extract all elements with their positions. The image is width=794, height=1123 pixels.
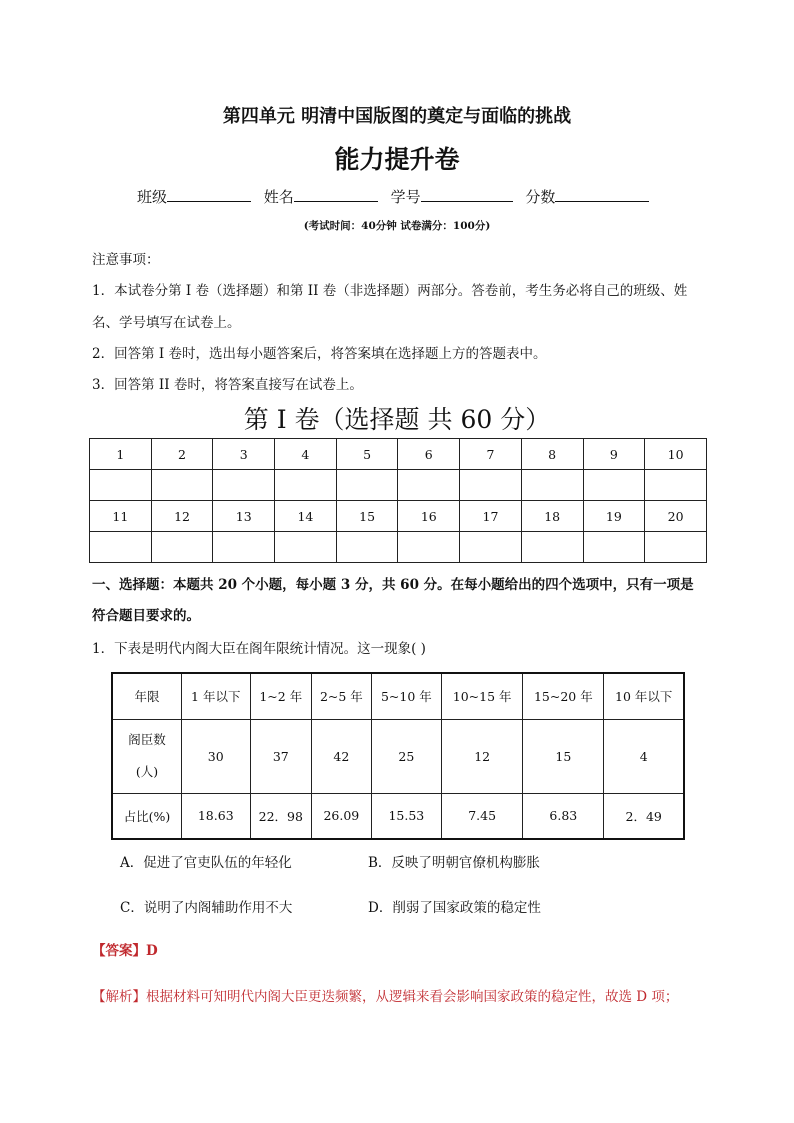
grid-number-cell: 20 — [645, 501, 707, 532]
table-cell: 12 — [442, 719, 523, 793]
grid-answer-cell[interactable] — [151, 532, 213, 563]
class-label: 班级 — [137, 188, 168, 206]
grid-answer-cell[interactable] — [645, 470, 707, 501]
table-header-cell: 2~5 年 — [312, 673, 372, 719]
notes-heading: 注意事项： — [92, 252, 160, 268]
grid-number-cell: 18 — [521, 501, 583, 532]
grid-number-cell: 13 — [213, 501, 275, 532]
table-cell: 15 — [523, 719, 604, 793]
grid-number-cell: 6 — [398, 439, 460, 470]
option-b[interactable]: B．反映了明朝官僚机构膨胀 — [368, 855, 540, 871]
grid-answer-cell[interactable] — [336, 532, 398, 563]
answer-grid-blank-row — [90, 532, 707, 563]
option-a[interactable]: A．促进了官吏队伍的年轻化 — [120, 855, 292, 871]
grid-number-cell: 1 — [90, 439, 152, 470]
grid-answer-cell[interactable] — [151, 470, 213, 501]
grid-number-cell: 4 — [275, 439, 337, 470]
table-cell: 30 — [182, 719, 251, 793]
table-row-count — [112, 719, 684, 793]
class-field[interactable] — [167, 185, 251, 202]
table-cell: 7.45 — [442, 793, 523, 839]
row-label-line1: 阁臣数 — [128, 732, 166, 747]
exam-time-note: (考试时间：40分钟 试卷满分：100分) — [303, 220, 491, 232]
table-cell: 2．49 — [604, 793, 684, 839]
table-header-cell: 年限 — [112, 673, 182, 719]
table-header-cell: 10 年以下 — [604, 673, 684, 719]
student-id-label: 学号 — [390, 188, 421, 206]
table-cell: 15.53 — [371, 793, 441, 839]
grid-answer-cell[interactable] — [275, 470, 337, 501]
grid-answer-cell[interactable] — [583, 532, 645, 563]
option-c[interactable]: C．说明了内阁辅助作用不大 — [120, 900, 293, 916]
answer-grid-blank-row — [90, 470, 707, 501]
grid-answer-cell[interactable] — [521, 532, 583, 563]
grid-number-cell: 7 — [460, 439, 522, 470]
tenure-stats-table — [111, 672, 685, 840]
grid-number-cell: 14 — [275, 501, 337, 532]
grid-number-cell: 15 — [336, 501, 398, 532]
grid-answer-cell[interactable] — [275, 532, 337, 563]
name-label: 姓名 — [263, 188, 294, 206]
table-cell: 4 — [604, 719, 684, 793]
unit-subtitle: 第四单元 明清中国版图的奠定与面临的挑战 — [222, 106, 572, 127]
grid-answer-cell[interactable] — [583, 470, 645, 501]
table-cell: 22．98 — [250, 793, 312, 839]
grid-answer-cell[interactable] — [460, 470, 522, 501]
grid-number-cell: 17 — [460, 501, 522, 532]
grid-answer-cell[interactable] — [521, 470, 583, 501]
question-1-stem: 1．下表是明代内阁大臣在阁年限统计情况。这一现象( ) — [92, 641, 426, 657]
table-header-cell: 15~20 年 — [523, 673, 604, 719]
table-cell: 6.83 — [523, 793, 604, 839]
name-field[interactable] — [294, 185, 378, 202]
answer-grid-number-row — [90, 439, 707, 470]
grid-answer-cell[interactable] — [90, 470, 152, 501]
grid-number-cell: 5 — [336, 439, 398, 470]
grid-answer-cell[interactable] — [398, 532, 460, 563]
grid-answer-cell[interactable] — [213, 532, 275, 563]
grid-answer-cell[interactable] — [336, 470, 398, 501]
grid-answer-cell[interactable] — [90, 532, 152, 563]
answer-grid-number-row — [90, 501, 707, 532]
instruction-line2: 符合题目要求的。 — [92, 608, 200, 624]
table-header-row — [112, 673, 684, 719]
page-title: 能力提升卷 — [334, 145, 460, 174]
row-label-line2: (人) — [135, 764, 159, 779]
table-row-percent — [112, 793, 684, 839]
grid-answer-cell[interactable] — [398, 470, 460, 501]
option-d[interactable]: D．削弱了国家政策的稳定性 — [368, 900, 541, 916]
note-item-1-line1: 1．本试卷分第 I 卷（选择题）和第 II 卷（非选择题）两部分。答卷前，考生务必将自己的班级、姓 — [92, 283, 688, 299]
answer-text: 【答案】D — [92, 943, 158, 959]
note-item-1-line2: 名、学号填写在试卷上。 — [92, 315, 241, 331]
instruction-line1: 一、选择题：本题共 20 个小题，每小题 3 分，共 60 分。在每小题给出的四个选项中，只有一项是 — [92, 577, 694, 593]
table-row-label: 占比(%) — [112, 793, 182, 839]
table-cell: 37 — [250, 719, 312, 793]
table-header-cell: 1 年以下 — [182, 673, 251, 719]
grid-number-cell: 8 — [521, 439, 583, 470]
grid-number-cell: 10 — [645, 439, 707, 470]
grid-number-cell: 11 — [90, 501, 152, 532]
table-cell: 42 — [312, 719, 372, 793]
analysis-text: 【解析】根据材料可知明代内阁大臣更迭频繁，从逻辑来看会影响国家政策的稳定性，故选 D 项； — [92, 989, 679, 1005]
table-header-cell: 5~10 年 — [371, 673, 441, 719]
grid-answer-cell[interactable] — [213, 470, 275, 501]
score-field[interactable] — [555, 185, 649, 202]
grid-answer-cell[interactable] — [645, 532, 707, 563]
table-header-cell: 1~2 年 — [250, 673, 312, 719]
section-1-title: 第 I 卷（选择题 共 60 分） — [243, 405, 551, 434]
grid-number-cell: 2 — [151, 439, 213, 470]
table-row-label — [112, 719, 182, 793]
table-header-cell: 10~15 年 — [442, 673, 523, 719]
note-item-3: 3．回答第 II 卷时，将答案直接写在试卷上。 — [92, 377, 363, 393]
grid-number-cell: 12 — [151, 501, 213, 532]
grid-number-cell: 16 — [398, 501, 460, 532]
student-info-row — [137, 185, 657, 207]
table-cell: 18.63 — [182, 793, 251, 839]
table-cell: 25 — [371, 719, 441, 793]
note-item-2: 2．回答第 I 卷时，选出每小题答案后，将答案填在选择题上方的答题表中。 — [92, 346, 547, 362]
student-id-field[interactable] — [421, 185, 513, 202]
grid-number-cell: 9 — [583, 439, 645, 470]
grid-number-cell: 19 — [583, 501, 645, 532]
grid-answer-cell[interactable] — [460, 532, 522, 563]
score-label: 分数 — [525, 188, 556, 206]
grid-number-cell: 3 — [213, 439, 275, 470]
answer-grid-table — [89, 438, 707, 563]
table-cell: 26.09 — [312, 793, 372, 839]
